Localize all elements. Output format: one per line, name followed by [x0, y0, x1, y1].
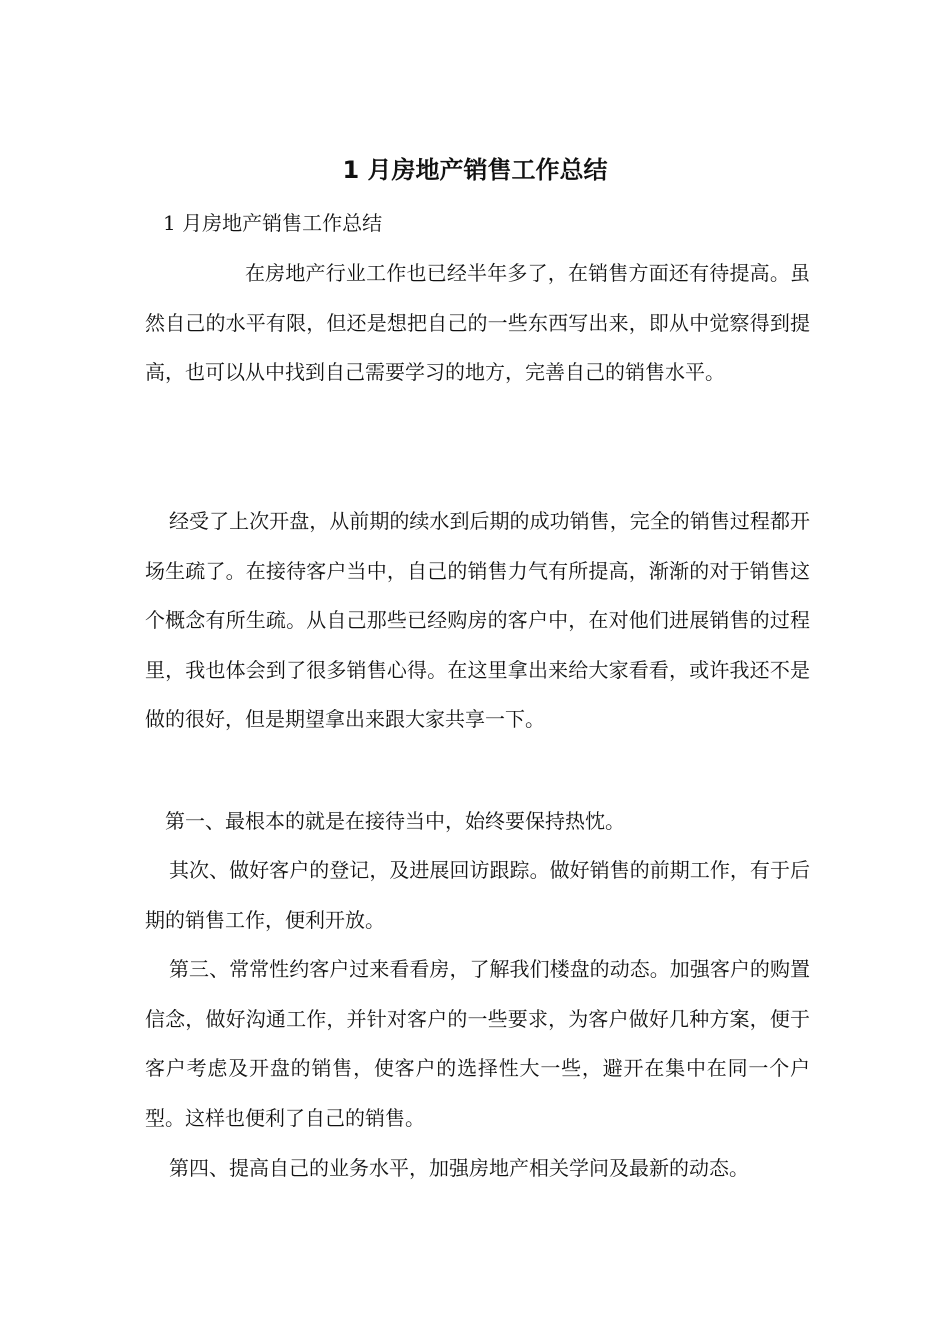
document-subtitle: 1 月房地产销售工作总结	[163, 211, 383, 235]
paragraph-point-one: 第一、最根本的就是在接待当中，始终要保持热忱。	[165, 809, 625, 833]
paragraph-point-three: 第三、常常性约客户过来看看房，了解我们楼盘的动态。加强客户的购置信念，做好沟通工作，并针对客户的一些要求，为客户做好几种方案，便于客户考虑及开盘的销售，使客户的选择性大一些，避开在集中在同一个户型。这样也便利了自己的销售。	[145, 957, 810, 1130]
paragraph-point-four: 第四、提高自己的业务水平，加强房地产相关学问及最新的动态。	[169, 1156, 749, 1180]
document-title: 1 月房地产销售工作总结	[342, 156, 608, 184]
paragraph-point-two: 其次、做好客户的登记，及进展回访跟踪。做好销售的前期工作，有于后期的销售工作，便利开放。	[145, 858, 810, 932]
paragraph-experience: 经受了上次开盘，从前期的续水到后期的成功销售，完全的销售过程都开场生疏了。在接待客户当中，自己的销售力气有所提高，渐渐的对于销售这个概念有所生疏。从自己那些已经购房的客户中，在对他们进展销售的过程里，我也体会到了很多销售心得。在这里拿出来给大家看看，或许我还不是做的很好，但是期望拿出来跟大家共享一下。	[145, 509, 810, 731]
paragraph-intro: 在房地产行业工作也已经半年多了，在销售方面还有待提高。虽然自己的水平有限，但还是想把自己的一些东西写出来，即从中觉察得到提高，也可以从中找到自己需要学习的地方，完善自己的销售水平。	[145, 261, 810, 384]
